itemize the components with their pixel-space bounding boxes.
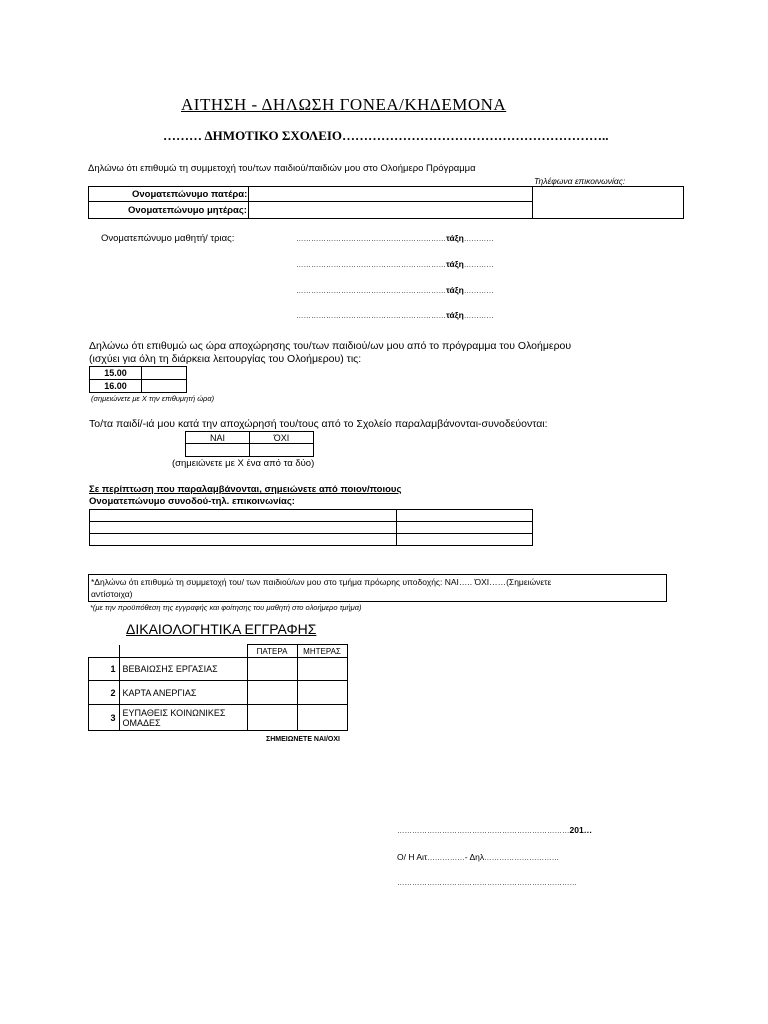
intro-statement: Δηλώνω ότι επιθυμώ τη συμμετοχή του/των παιδιού/παιδιών μου στο Ολοήμερο Πρόγραμμα	[88, 163, 476, 174]
student-entry-1[interactable]: ……………………………………………………τάξη…………	[296, 233, 494, 243]
mother-name-field[interactable]	[249, 202, 531, 216]
doc-row-1-father[interactable]	[247, 658, 297, 681]
doc-row-2-num: 2	[89, 681, 120, 705]
escort-no-mark[interactable]	[250, 444, 314, 457]
departure-note: (σημειώνετε με Χ την επιθυμητή ώρα)	[91, 394, 215, 403]
escort-name-label: Ονοματεπώνυμο συνοδού-τηλ. επικοινωνίας:	[89, 496, 295, 507]
escort-name-2[interactable]	[90, 522, 397, 534]
escort-yes-no-table	[185, 431, 314, 457]
escort-phone-3[interactable]	[397, 534, 533, 546]
departure-statement-line2: (ισχύει για όλη τη διάρκεια λειτουργίας του Ολοήμερου) τις:	[89, 353, 362, 365]
escort-phone-2[interactable]	[397, 522, 533, 534]
early-care-line2: αντίστοιχα)	[91, 589, 133, 599]
early-care-line1: *Δηλώνω ότι επιθυμώ τη συμμετοχή του/ των παιδιού/ων μου στο τμήμα πρόωρης υποδοχής: ΝΑΙ….. ΌΧΙ……(Σημειώνετε	[91, 577, 552, 587]
escort-name-3[interactable]	[90, 534, 397, 546]
student-entry-3[interactable]: ……………………………………………………τάξη…………	[296, 285, 494, 295]
father-name-field[interactable]	[249, 187, 531, 200]
escort-note: (σημειώνετε με Χ ένα από τα δύο)	[172, 458, 315, 469]
escort-no-label: ΌΧΙ	[250, 432, 314, 444]
documents-note: ΣΗΜΕΙΩΝΕΤΕ ΝΑΙ/ΟΧΙ	[266, 736, 340, 743]
doc-row-1-mother[interactable]	[297, 658, 347, 681]
departure-statement-line1: Δηλώνω ότι επιθυμώ ως ώρα αποχώρησης του/των παιδιού/ων μου από το πρόγραμμα του Ολοήμερου	[89, 340, 572, 352]
time-option-1500: 15.00	[90, 367, 142, 380]
documents-heading: ΔΙΚΑΙΟΛΟΓΗΤΙΚΑ ΕΓΓΡΑΦΗΣ	[126, 621, 317, 637]
doc-row-3-father[interactable]	[247, 705, 297, 731]
school-name-line: ……… ΔΗΜΟΤΙΚΟ ΣΧΟΛΕΙΟ……………………………………………………..	[163, 128, 609, 143]
doc-row-2-mother[interactable]	[297, 681, 347, 705]
if-received-note: Σε περίπτωση που παραλαμβάνονται, σημειώνετε από ποιον/ποιους	[89, 484, 402, 495]
col-mother: ΜΗΤΕΡΑΣ	[297, 645, 347, 658]
phones-field[interactable]	[534, 187, 681, 216]
escort-yes-mark[interactable]	[186, 444, 250, 457]
time-mark-1500[interactable]	[142, 367, 187, 380]
escort-statement: Το/τα παιδί/-ιά μου κατά την αποχώρησή του/τους από το Σχολείο παραλαμβάνονται-συνοδεύονται:	[89, 418, 548, 430]
escort-table	[89, 509, 533, 546]
doc-row-3-label: ΕΥΠΑΘΕΙΣ ΚΟΙΝΩΝΙΚΕΣ ΟΜΑΔΕΣ	[119, 705, 247, 731]
applicant-line: Ο/ Η Αιτ……………- Δηλ…………………………	[397, 852, 560, 862]
father-name-label: Ονοματεπώνυμο πατέρα:	[132, 189, 248, 200]
doc-row-2-label: ΚΑΡΤΑ ΑΝΕΡΓΙΑΣ	[119, 681, 247, 705]
documents-table	[88, 644, 348, 731]
mother-name-label: Ονοματεπώνυμο μητέρας:	[128, 205, 247, 216]
time-option-1600: 16.00	[90, 380, 142, 393]
early-care-footnote: *(με την προϋπόθεση της εγγραφής και φοίτησης του μαθητή στο ολοήμερο τμήμα)	[90, 603, 362, 612]
doc-row-3-num: 3	[89, 705, 120, 731]
student-name-label: Ονοματεπώνυμο μαθητή/ τριας:	[101, 233, 235, 244]
student-entry-2[interactable]: ……………………………………………………τάξη…………	[296, 259, 494, 269]
signature-date-line[interactable]: ……………………………………………………………201…	[397, 825, 593, 835]
student-entry-4[interactable]: ……………………………………………………τάξη…………	[296, 310, 494, 320]
doc-row-3-mother[interactable]	[297, 705, 347, 731]
doc-row-1-num: 1	[89, 658, 120, 681]
departure-times-table	[89, 366, 187, 393]
escort-phone-1[interactable]	[397, 510, 533, 522]
doc-row-2-father[interactable]	[247, 681, 297, 705]
phones-label: Τηλέφωνα επικοινωνίας:	[534, 176, 626, 186]
doc-row-1-label: ΒΕΒΑΙΩΣΗΣ ΕΡΓΑΣΙΑΣ	[119, 658, 247, 681]
escort-yes-label: ΝΑΙ	[186, 432, 250, 444]
time-mark-1600[interactable]	[142, 380, 187, 393]
signature-line[interactable]: ………………………………………………………………	[397, 878, 577, 887]
form-title: ΑΙΤΗΣΗ - ΔΗΛΩΣΗ ΓΟΝΕΑ/ΚΗΔΕΜΟΝΑ	[181, 95, 507, 114]
escort-name-1[interactable]	[90, 510, 397, 522]
col-father: ΠΑΤΕΡΑ	[247, 645, 297, 658]
